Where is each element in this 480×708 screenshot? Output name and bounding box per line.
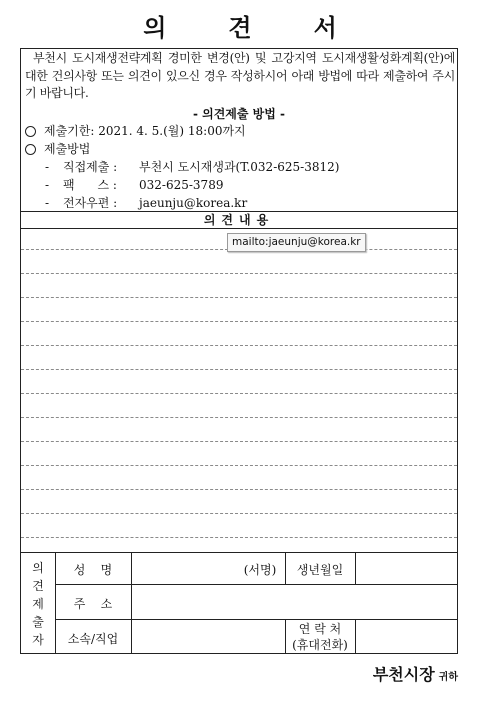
email-link[interactable]: jaeunju@korea.kr — [139, 196, 248, 210]
ruled-line — [21, 465, 457, 466]
link-tooltip: mailto:jaeunju@korea.kr — [227, 233, 366, 252]
name-label: 성 명 — [73, 563, 113, 577]
ruled-line — [21, 297, 457, 298]
deadline-text: 제출기한: 2021. 4. 5.(월) 18:00까지 — [44, 124, 246, 138]
method-item-email — [45, 195, 247, 211]
ruled-line — [21, 537, 457, 538]
method-item-direct — [45, 159, 339, 175]
ruled-line — [21, 321, 457, 322]
method-item-value: 032-625-3789 — [139, 178, 224, 192]
opinion-header: 의견내용 — [21, 211, 457, 229]
submitter-side-label: 의 견 제 출 자 — [32, 561, 44, 647]
method-row — [25, 141, 90, 157]
dash-bullet: - — [45, 196, 50, 210]
document-title: 의견서 — [143, 14, 399, 42]
circle-bullet-icon — [25, 144, 36, 155]
ruled-line — [21, 393, 457, 394]
affiliation-label: 소속/직업 — [67, 632, 119, 646]
address-field[interactable] — [132, 585, 456, 618]
recipient-footer — [373, 662, 458, 685]
affiliation-field[interactable] — [132, 620, 284, 653]
dash-bullet: - — [45, 160, 50, 174]
ruled-line — [21, 345, 457, 346]
address-label: 주 소 — [73, 597, 113, 611]
ruled-line — [21, 369, 457, 370]
signature-label: (서명) — [243, 563, 277, 577]
contact-label: 연 락 처 (휴대전화) — [292, 622, 348, 652]
recipient-honorific: 귀하 — [438, 672, 458, 683]
birth-field[interactable] — [356, 554, 456, 583]
method-label: 제출방법 — [44, 142, 91, 156]
ruled-line — [21, 489, 457, 490]
method-item-value: 부천시 도시재생과(T.032-625-3812) — [139, 160, 340, 174]
contact-field[interactable] — [356, 620, 456, 653]
method-item-fax — [45, 177, 223, 193]
dash-bullet: - — [45, 178, 50, 192]
submitter-table — [21, 552, 457, 654]
method-item-label: 전자우편 : — [63, 196, 118, 210]
ruled-line — [21, 513, 457, 514]
method-item-label: 직접제출 : — [63, 160, 118, 174]
deadline-row — [25, 123, 246, 139]
method-heading: - 의견제출 방법 - — [192, 107, 286, 121]
ruled-line — [21, 417, 457, 418]
birth-label: 생년월일 — [296, 563, 344, 577]
circle-bullet-icon — [25, 126, 36, 137]
ruled-line — [21, 441, 457, 442]
intro-paragraph: 부천시 도시재생전략계획 경미한 변경(안) 및 고강지역 도시재생활성화계획(안)에 대한 건의사항 또는 의견이 있으신 경우 작성하시어 아래 방법에 따라 제출하여 주시기 바랍니다. — [25, 51, 455, 100]
method-item-label: 팩 스 : — [63, 178, 117, 192]
ruled-line — [21, 273, 457, 274]
recipient-name: 부천시장 — [372, 665, 435, 684]
form-frame — [20, 48, 458, 654]
